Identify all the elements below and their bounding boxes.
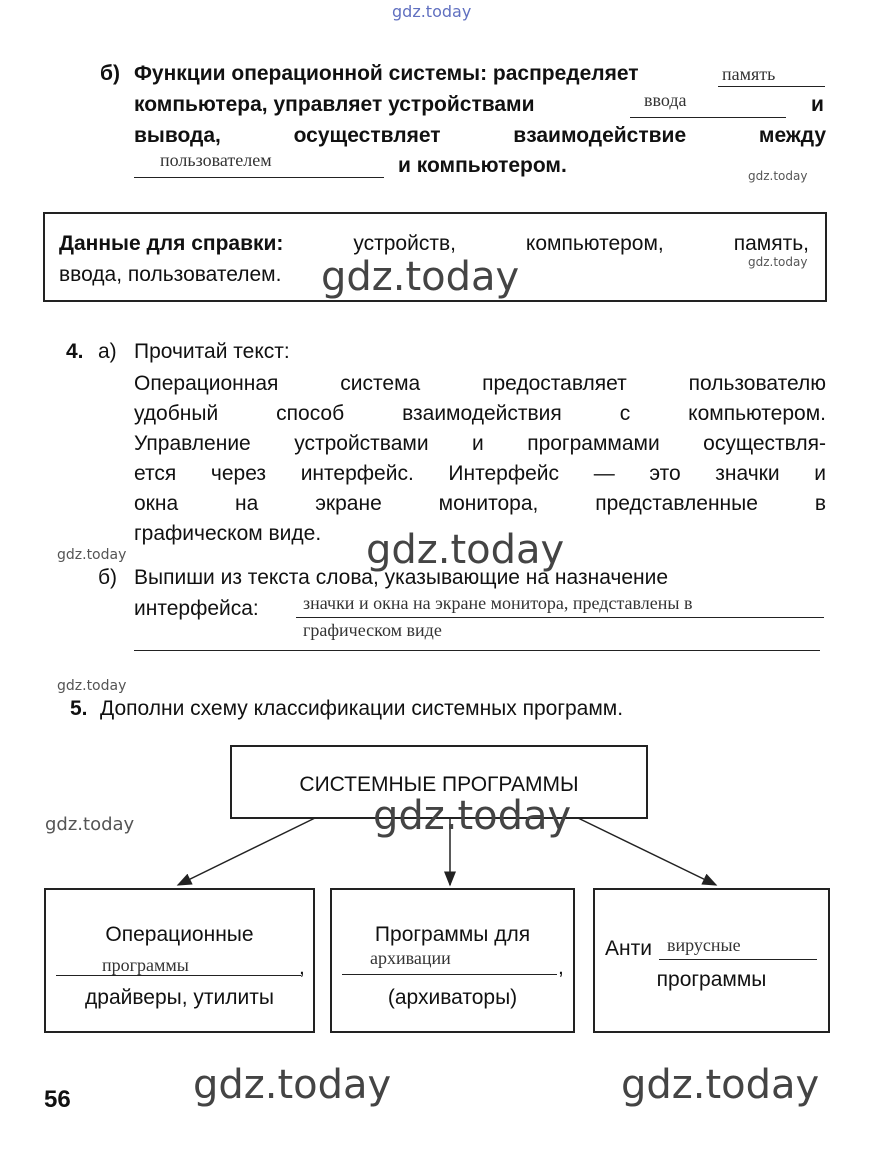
answer-user: пользователем xyxy=(160,150,272,170)
word: устройств, xyxy=(353,232,456,255)
answer-memory: память xyxy=(722,64,776,84)
word: осуществля- xyxy=(703,432,826,455)
word: интерфейс. xyxy=(300,462,414,485)
root-label: СИСТЕМНЫЕ ПРОГРАММЫ xyxy=(299,773,579,796)
word: устройствами xyxy=(294,432,429,455)
word: вывода, xyxy=(134,124,221,147)
word: монитора, xyxy=(438,492,539,515)
watermark-small: gdz.today xyxy=(748,169,808,183)
watermark-small: gdz.today xyxy=(57,678,127,694)
word: программами xyxy=(527,432,660,455)
watermark-big: gdz.today xyxy=(621,1062,820,1108)
box1-answer: программы xyxy=(102,955,189,975)
word: предоставляет xyxy=(482,372,627,395)
watermark-top: gdz.today xyxy=(392,2,472,21)
word: удобный xyxy=(134,402,219,425)
task4-number: 4. xyxy=(66,340,84,363)
box2-answer: архивации xyxy=(370,948,451,968)
task5-instruction: Дополни схему классификации системных программ. xyxy=(100,697,624,720)
arrow-left xyxy=(178,818,315,885)
word: компьютером. xyxy=(688,402,826,425)
word: и xyxy=(472,432,484,455)
word: ется xyxy=(134,462,177,485)
word: Управление xyxy=(134,432,251,455)
word: взаимодействия xyxy=(402,402,562,425)
box2-bottom: (архиваторы) xyxy=(387,986,518,1009)
task4-answer-line1: значки и окна на экране монитора, представлены в xyxy=(303,593,693,613)
page-number: 56 xyxy=(44,1086,71,1113)
watermark-big: gdz.today xyxy=(373,793,572,839)
box3-prefix: Анти xyxy=(605,937,652,960)
task4-marker-a: а) xyxy=(98,340,117,363)
task4-marker-b: б) xyxy=(98,566,118,589)
task4-b-line2: интерфейса: xyxy=(134,597,259,620)
box2-comma: , xyxy=(558,956,564,979)
word: окна xyxy=(134,492,179,515)
part-b-line2: компьютера, управляет устройствами xyxy=(134,93,535,116)
word: Интерфейс xyxy=(448,462,560,485)
box3-answer: вирусные xyxy=(667,935,741,955)
watermark-big: gdz.today xyxy=(193,1062,392,1108)
answer-input: ввода xyxy=(644,90,687,110)
word: Операционная xyxy=(134,372,279,395)
watermark-small: gdz.today xyxy=(57,547,127,563)
task4-b-line1: Выпиши из текста слова, указывающие на назначение xyxy=(134,566,669,589)
box2-title: Программы для xyxy=(374,923,531,946)
word: память, xyxy=(733,232,809,255)
part-b-marker: б) xyxy=(100,62,120,85)
watermark-big: gdz.today xyxy=(366,527,565,573)
word: на xyxy=(235,492,259,515)
word: система xyxy=(340,372,421,395)
word: взаимодействие xyxy=(513,124,687,147)
reference-line2: ввода, пользователем. xyxy=(59,263,282,286)
box1-bottom: драйверы, утилиты xyxy=(85,986,274,1009)
word: это xyxy=(649,462,681,485)
watermark-big: gdz.today xyxy=(321,254,520,300)
word: значки xyxy=(715,462,780,485)
class-box-archive xyxy=(330,888,575,1033)
task4-text-line: графическом виде. xyxy=(134,522,322,545)
watermark-small: gdz.today xyxy=(748,255,808,269)
part-b-line2-right: и xyxy=(811,93,824,116)
part-b-line4-right: и компьютером. xyxy=(398,154,567,177)
word: через xyxy=(210,462,267,485)
class-box-os xyxy=(44,888,315,1033)
box1-title: Операционные xyxy=(105,923,254,946)
part-b-line1: Функции операционной системы: распределяет xyxy=(134,62,639,85)
word: в xyxy=(814,492,826,515)
word: между xyxy=(758,124,826,147)
word: представленные xyxy=(595,492,758,515)
task5-number: 5. xyxy=(70,697,88,720)
task4-instruction: Прочитай текст: xyxy=(134,340,290,363)
word: и xyxy=(814,462,826,485)
class-box-antivirus xyxy=(593,888,830,1033)
word: с xyxy=(619,402,631,425)
word: пользователю xyxy=(688,372,826,395)
task4-answer-line2: графическом виде xyxy=(303,620,442,640)
reference-label: Данные для справки: xyxy=(59,232,284,255)
word: способ xyxy=(276,402,345,425)
box1-comma: , xyxy=(299,956,305,979)
arrow-right xyxy=(578,818,716,885)
word: экране xyxy=(315,492,382,515)
word: осуществляет xyxy=(293,124,441,147)
box3-bottom: программы xyxy=(656,968,767,991)
word: — xyxy=(593,462,615,485)
word: компьютером, xyxy=(525,232,664,255)
watermark-small: gdz.today xyxy=(45,814,135,835)
